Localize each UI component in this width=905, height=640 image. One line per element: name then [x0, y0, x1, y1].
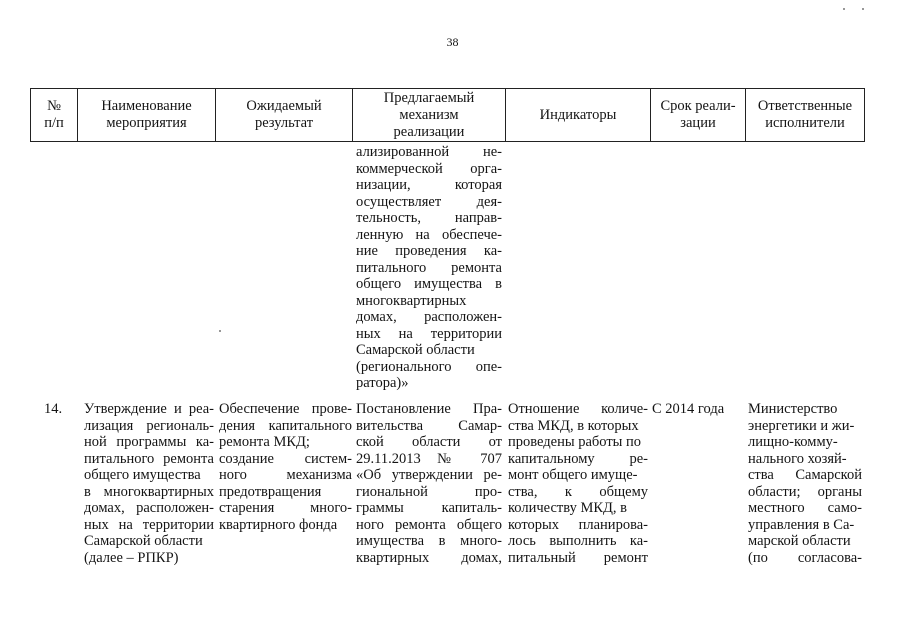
text-line: общего имущества в — [356, 276, 502, 292]
text-line: питальный ремонт — [508, 549, 648, 566]
row-number — [44, 401, 74, 418]
text-line: домах, расположен- — [84, 500, 214, 516]
header-responsible-label: Ответственные исполнители — [757, 98, 853, 131]
text-line: количеству МКД, в — [508, 500, 628, 516]
row-number-label: 14. — [44, 401, 63, 417]
scan-speck — [843, 8, 845, 10]
text-line: капитальному ре- — [508, 450, 648, 467]
text-line: проведены работы по — [508, 434, 642, 450]
page-number: 38 — [446, 35, 459, 49]
text-line: питального ремонта — [356, 259, 502, 276]
text-line: Постановление Пра- — [356, 401, 502, 417]
text-line: энергетики и жи- — [748, 417, 855, 434]
text-line: имущества в много- — [356, 533, 502, 549]
text-line: ных на территории — [84, 516, 214, 533]
text-line: ной программы ка- — [84, 434, 214, 450]
header-responsible — [746, 89, 864, 141]
text-line: лищно-комму- — [748, 434, 838, 450]
text-line: гиональной про- — [356, 483, 502, 500]
text-line: ние проведения ка- — [356, 243, 502, 259]
header-number-label: № п/п — [44, 98, 64, 131]
text-line: домах, расположен- — [356, 309, 502, 325]
header-result — [216, 89, 352, 141]
text-line: предотвращения — [219, 483, 322, 500]
text-line: общего имущества — [84, 467, 201, 483]
text-line: квартирного фонда — [219, 516, 338, 533]
text-line: многоквартирных — [356, 292, 467, 309]
header-indicators — [506, 89, 650, 141]
text-line: дения капитального — [219, 417, 352, 434]
text-line: (по согласова- — [748, 549, 862, 566]
text-line: Самарской области — [84, 533, 203, 549]
text-line: нального хозяй- — [748, 450, 847, 467]
header-result-label: Ожидаемый результат — [246, 98, 322, 131]
text-line: которых планирова- — [508, 516, 648, 533]
scan-speck — [862, 8, 864, 10]
text-line: Отношение количе- — [508, 401, 648, 417]
text-line: ленную на обеспече- — [356, 226, 502, 243]
text-line: ской области от — [356, 434, 502, 450]
text-line: ного механизма — [219, 467, 352, 483]
text-line: создание систем- — [219, 450, 352, 467]
text-line: (регионального опе- — [356, 358, 502, 375]
text-line: питального ремонта — [84, 450, 214, 467]
text-line: Самарской области — [356, 342, 475, 358]
text-line: граммы капиталь- — [356, 500, 502, 516]
text-line: «Об утверждении ре- — [356, 467, 502, 483]
text-line: осуществляет дея- — [356, 193, 502, 210]
text-line: вительства Самар- — [356, 417, 502, 434]
scan-speck — [219, 330, 221, 332]
text-line: управления в Са- — [748, 516, 855, 533]
text-line: ратора)» — [356, 375, 409, 391]
text-line: Обеспечение прове- — [219, 401, 352, 417]
continuation-mechanism-cell — [356, 144, 502, 392]
header-mechanism-label: Предлагаемый механизм реализации — [383, 89, 475, 140]
text-line: области; органы — [748, 483, 862, 500]
text-line: 29.11.2013 № 707 — [356, 450, 502, 467]
activity-name-cell — [84, 401, 214, 566]
header-name-label: Наименование мероприятия — [101, 98, 192, 131]
text-line: лось выполнить ка- — [508, 533, 648, 549]
header-term — [651, 89, 745, 141]
indicators-cell — [508, 401, 648, 566]
text-line: тельность, направ- — [356, 210, 502, 226]
text-line: Утверждение и реа- — [84, 401, 214, 417]
text-line: в многоквартирных — [84, 483, 214, 500]
text-line: ализированной не- — [356, 144, 502, 160]
mechanism-cell — [356, 401, 502, 566]
text-line: Министерство — [748, 401, 838, 417]
text-line: лизация региональ- — [84, 417, 214, 434]
header-mechanism — [353, 89, 505, 141]
header-bottom-border — [30, 141, 865, 142]
text-line: низации, которая — [356, 177, 502, 193]
term-value: С 2014 года — [652, 401, 725, 417]
text-line: ных на территории — [356, 325, 502, 342]
header-number — [31, 89, 77, 141]
expected-result-cell — [219, 401, 352, 533]
header-term-label: Срок реали- зации — [660, 98, 736, 131]
text-line: коммерческой орга- — [356, 160, 502, 177]
col-divider — [864, 88, 865, 141]
text-line: (далее – РПКР) — [84, 549, 179, 566]
text-line: старения много- — [219, 500, 352, 516]
term-cell — [652, 401, 744, 418]
text-line: ства, к общему — [508, 483, 648, 500]
text-line: местного само- — [748, 500, 862, 516]
text-line: ного ремонта общего — [356, 516, 502, 533]
responsible-cell — [748, 401, 862, 566]
text-line: квартирных домах, — [356, 549, 502, 566]
header-name — [78, 89, 215, 141]
text-line: ремонта МКД; — [219, 434, 310, 450]
text-line: марской области — [748, 533, 851, 549]
text-line: ства МКД, в которых — [508, 417, 639, 434]
text-line: монт общего имуще- — [508, 467, 638, 483]
header-indicators-label: Индикаторы — [539, 106, 617, 123]
text-line: ства Самарской — [748, 467, 862, 483]
